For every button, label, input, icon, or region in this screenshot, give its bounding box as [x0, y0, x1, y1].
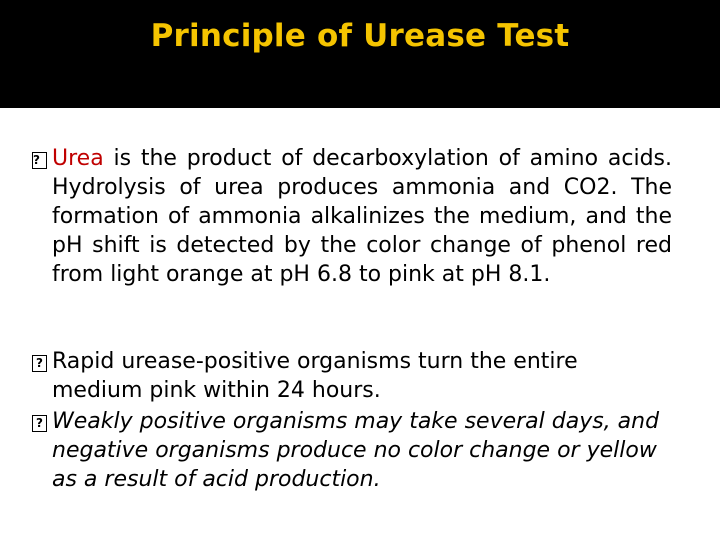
bullet-glyph-icon: ?: [32, 152, 47, 169]
bullet-rapid: [36, 347, 672, 405]
highlight-term: Urea: [52, 146, 104, 171]
bullet-weak: [36, 407, 672, 494]
slide-title: Principle of Urease Test: [150, 18, 570, 54]
bullet-glyph-icon: ?: [32, 355, 47, 372]
bullet-text: is the product of decarboxylation of amino acids. Hydrolysis of urea produces ammonia and CO2. The formation of ammonia alkalinizes the medium, and the pH shift is detected by the color change of phenol red from light orange at pH 6.8 to pink at pH 8.1.: [52, 146, 672, 287]
bullet-text: Rapid urease-positive organisms turn the entire medium pink within 24 hours.: [52, 349, 578, 403]
bullet-urea: [33, 144, 672, 289]
bullet-glyph-icon: ?: [32, 415, 47, 432]
bullet-text: Weakly positive organisms may take several days, and negative organisms produce no color change or yellow as a result of acid production.: [52, 409, 660, 492]
title-bar: [0, 0, 720, 108]
